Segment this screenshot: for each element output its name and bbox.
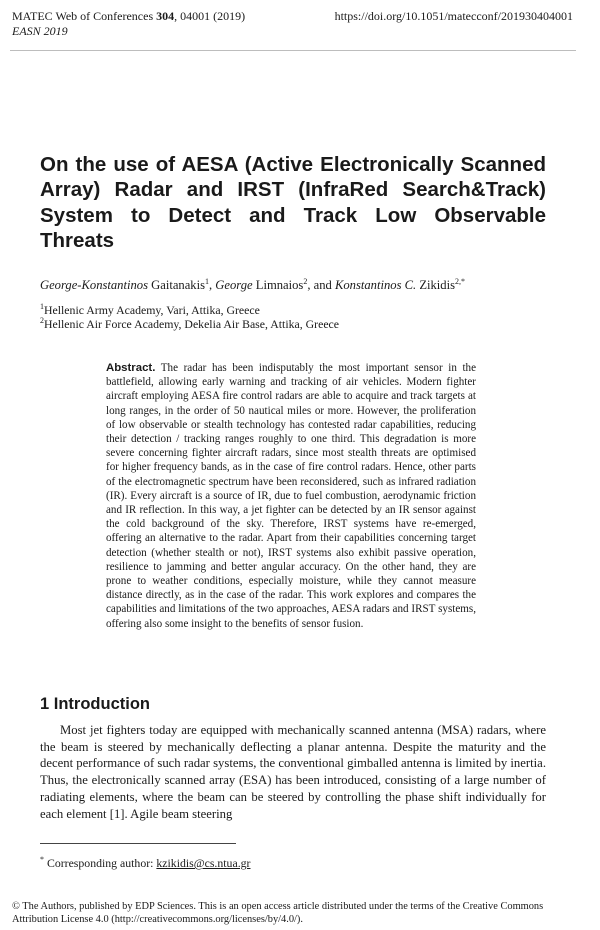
author-1-given-name: George-Konstantinos (40, 278, 148, 292)
paper-title: On the use of AESA (Active Electronically Scanned Array) Radar and IRST (InfraRed Search&Track) System to Detect and Track Low Observable Threats (40, 153, 546, 252)
author-3-affiliation-mark: 2,* (455, 276, 466, 286)
introduction-paragraph: Most jet fighters today are equipped with mechanically scanned antenna (MSA) radars, where the beam is steered by mechanically deflecting a planar antenna. Despite the maturity and the decent performance of such radar systems, the conventional gimballed antenna is limited by inertia. Thus, the electronically scanned array (ESA) has been introduced, consisting of a large number of radiating elements, where the beam can be steered by controlling the phase shift individually for each element [1]. Agile beam steering (40, 723, 546, 821)
journal-citation (12, 9, 245, 24)
author-3-given-name: Konstantinos C. (334, 278, 417, 292)
footnote-mark: * (40, 855, 44, 865)
affiliation-1 (40, 303, 260, 317)
running-header (12, 9, 245, 39)
conference-name: EASN 2019 (12, 24, 68, 38)
affiliation-2-mark: 2 (40, 316, 44, 326)
journal-volume: 304 (156, 9, 175, 23)
abstract (106, 361, 476, 631)
author-1-affiliation-mark: 1 (205, 276, 209, 286)
footnote-label: Corresponding author: (44, 856, 157, 870)
doi-link[interactable]: https://doi.org/10.1051/matecconf/201930404001 (334, 9, 573, 23)
author-2-given-name: George (215, 278, 253, 292)
author-list: George-Konstantinos Gaitanakis$^1$, George Limnaios$^2$, and Konstantinos C. Zikidis$^{2,*}$ (40, 276, 466, 292)
abstract-text: The radar has been indisputably the most important sensor in the battlefield, allowing early warning and tracking of air vehicles. Modern fighter aircraft employing AESA fire control radars are able to acquire and track targets at long ranges, in the order of 50 nautical miles or more. However, the proliferation of low observable or stealth technology has contested radar capabilities, reducing their detection / tracking ranges roughly to one third. This degradation is more severe concerning fighter aircraft radars, since most stealth threats are optimised for higher frequency bands, as in the case of fire control radars. Hence, other parts of the electromagnetic spectrum have been reconsidered, such as infrared radiation (IR). Every aircraft is a source of IR, due to fuel combustion, aerodynamic friction and IR reflection. In this way, a jet fighter can be detected by an IR sensor against the cold background of the sky. Therefore, IRST systems have re-emerged, offering an alternative to the radar. Apart from their capabilities concerning target detection (whether stealth or not), IRST systems also exhibit passive operation, resilience to jamming and better angular accuracy. On the other hand, they are prone to weather conditions, especially moisture, while they cannot measure distance directly, as in the case of the radar. This work explores and compares the capabilities and limitations of the two approaches, AESA radars and IRST systems, offering also some insight to the benefits of sensor fusion. (106, 362, 476, 630)
affiliation-2 (40, 317, 339, 331)
header-divider (10, 50, 576, 51)
author-1-family-name: Gaitanakis (147, 278, 205, 292)
author-2-family-name: Limnaios (252, 278, 304, 292)
author-2-affiliation-mark: 2 (303, 276, 308, 286)
footnote (40, 856, 250, 870)
affiliation-1-mark: 1 (40, 302, 44, 312)
author-conjunction: , and (307, 278, 335, 292)
affiliation-1-text: Hellenic Army Academy, Vari, Attika, Greece (44, 303, 260, 317)
corresponding-email-link[interactable]: kzikidis@cs.ntua.gr (156, 856, 251, 870)
article-ref: , 04001 (2019) (174, 9, 246, 23)
abstract-label: Abstract. (106, 362, 156, 374)
section-heading: 1 Introduction (40, 695, 150, 713)
affiliation-2-text: Hellenic Air Force Academy, Dekelia Air Base, Attika, Greece (44, 317, 340, 331)
footnote-divider (40, 843, 236, 844)
copyright-notice: © The Authors, published by EDP Sciences. This is an open access article distributed under the terms of the Creative Commons Attribution License 4.0 (http://creativecommons.org/licenses/by/4.0/). (12, 901, 544, 925)
author-3-family-name: Zikidis (416, 278, 456, 292)
journal-name: MATEC Web of Conferences (12, 9, 157, 23)
